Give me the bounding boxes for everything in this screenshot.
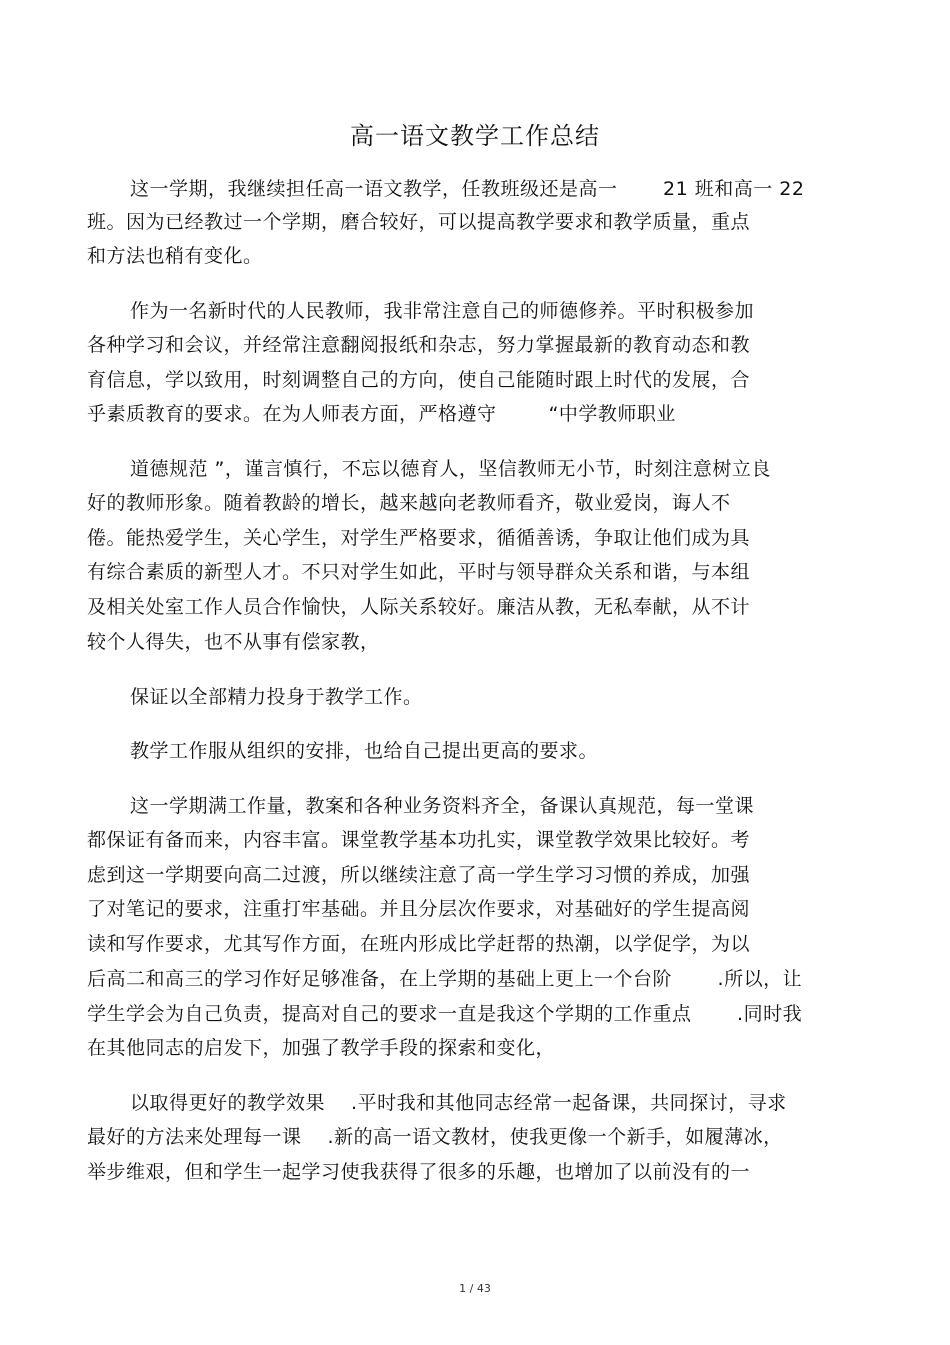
text-line: 较个人得失，也不从事有偿家教， <box>87 631 380 653</box>
text-line: 最好的方法来处理每一课 .新的高一语文教材，使我更像一个新手，如履薄冰， <box>87 1126 783 1148</box>
text-line: 都保证有备而来，内容丰富。课堂教学基本功扎实，课堂教学效果比较好。考 <box>87 829 751 851</box>
text-line: 举步维艰，但和学生一起学习使我获得了很多的乐趣，也增加了以前没有的一 <box>87 1161 751 1183</box>
text-line: 倦。能热爱学生，关心学生，对学生严格要求，循循善诱，争取让他们成为具 <box>87 527 751 549</box>
text-line: 在其他同志的启发下，加强了教学手段的探索和变化， <box>87 1037 556 1059</box>
text-line: 这一学期，我继续担任高一语文教学，任教班级还是高一 21 班和高一 22 <box>130 178 805 200</box>
text-line: 好的教师形象。随着教龄的增长，越来越向老教师看齐，敬业爱岗，诲人不 <box>87 492 731 514</box>
text-line: 读和写作要求，尤其写作方面，在班内形成比学赶帮的热潮，以学促学，为以 <box>87 933 751 955</box>
document-title: 高一语文教学工作总结 <box>350 122 600 150</box>
page-indicator: 1 / 43 <box>459 1282 491 1295</box>
text-line: 以取得更好的教学效果 .平时我和其他同志经常一起备课，共同探讨，寻求 <box>130 1092 787 1114</box>
text-line: 各种学习和会议，并经常注意翻阅报纸和杂志，努力掌握最新的教育动态和教 <box>87 334 751 356</box>
text-line: 作为一名新时代的人民教师，我非常注意自己的师德修养。平时积极参加 <box>130 300 755 322</box>
text-line: 有综合素质的新型人才。不只对学生如此，平时与领导群众关系和谐，与本组 <box>87 561 751 583</box>
text-line: 和方法也稍有变化。 <box>87 245 263 267</box>
text-line: 育信息，学以致用，时刻调整自己的方向，使自己能随时跟上时代的发展，合 <box>87 369 751 391</box>
text-line: 及相关处室工作人员合作愉快，人际关系较好。廉洁从教，无私奉献，从不计 <box>87 596 751 618</box>
text-line: 虑到这一学期要向高二过渡，所以继续注意了高一学生学习习惯的养成，加强 <box>87 864 751 886</box>
text-line: 班。因为已经教过一个学期，磨合较好，可以提高教学要求和教学质量，重点 <box>87 211 751 233</box>
text-line: 后高二和高三的学习作好足够准备，在上学期的基础上更上一个台阶 .所以，让 <box>87 968 803 990</box>
text-line: 学生学会为自己负责，提高对自己的要求一直是我这个学期的工作重点 .同时我 <box>87 1003 803 1025</box>
text-line: 这一学期满工作量，教案和各种业务资料齐全，备课认真规范，每一堂课 <box>130 795 755 817</box>
text-line: 乎素质教育的要求。在为人师表方面，严格遵守 “中学教师职业 <box>87 403 676 425</box>
text-line: 了对笔记的要求，注重打牢基础。并且分层次作要求，对基础好的学生提高阅 <box>87 898 751 920</box>
text-line: 教学工作服从组织的安排，也给自己提出更高的要求。 <box>130 740 599 762</box>
text-line: 保证以全部精力投身于教学工作。 <box>130 686 423 708</box>
text-line: 道德规范 ”，谨言慎行，不忘以德育人，坚信教师无小节，时刻注意树立良 <box>130 458 771 480</box>
